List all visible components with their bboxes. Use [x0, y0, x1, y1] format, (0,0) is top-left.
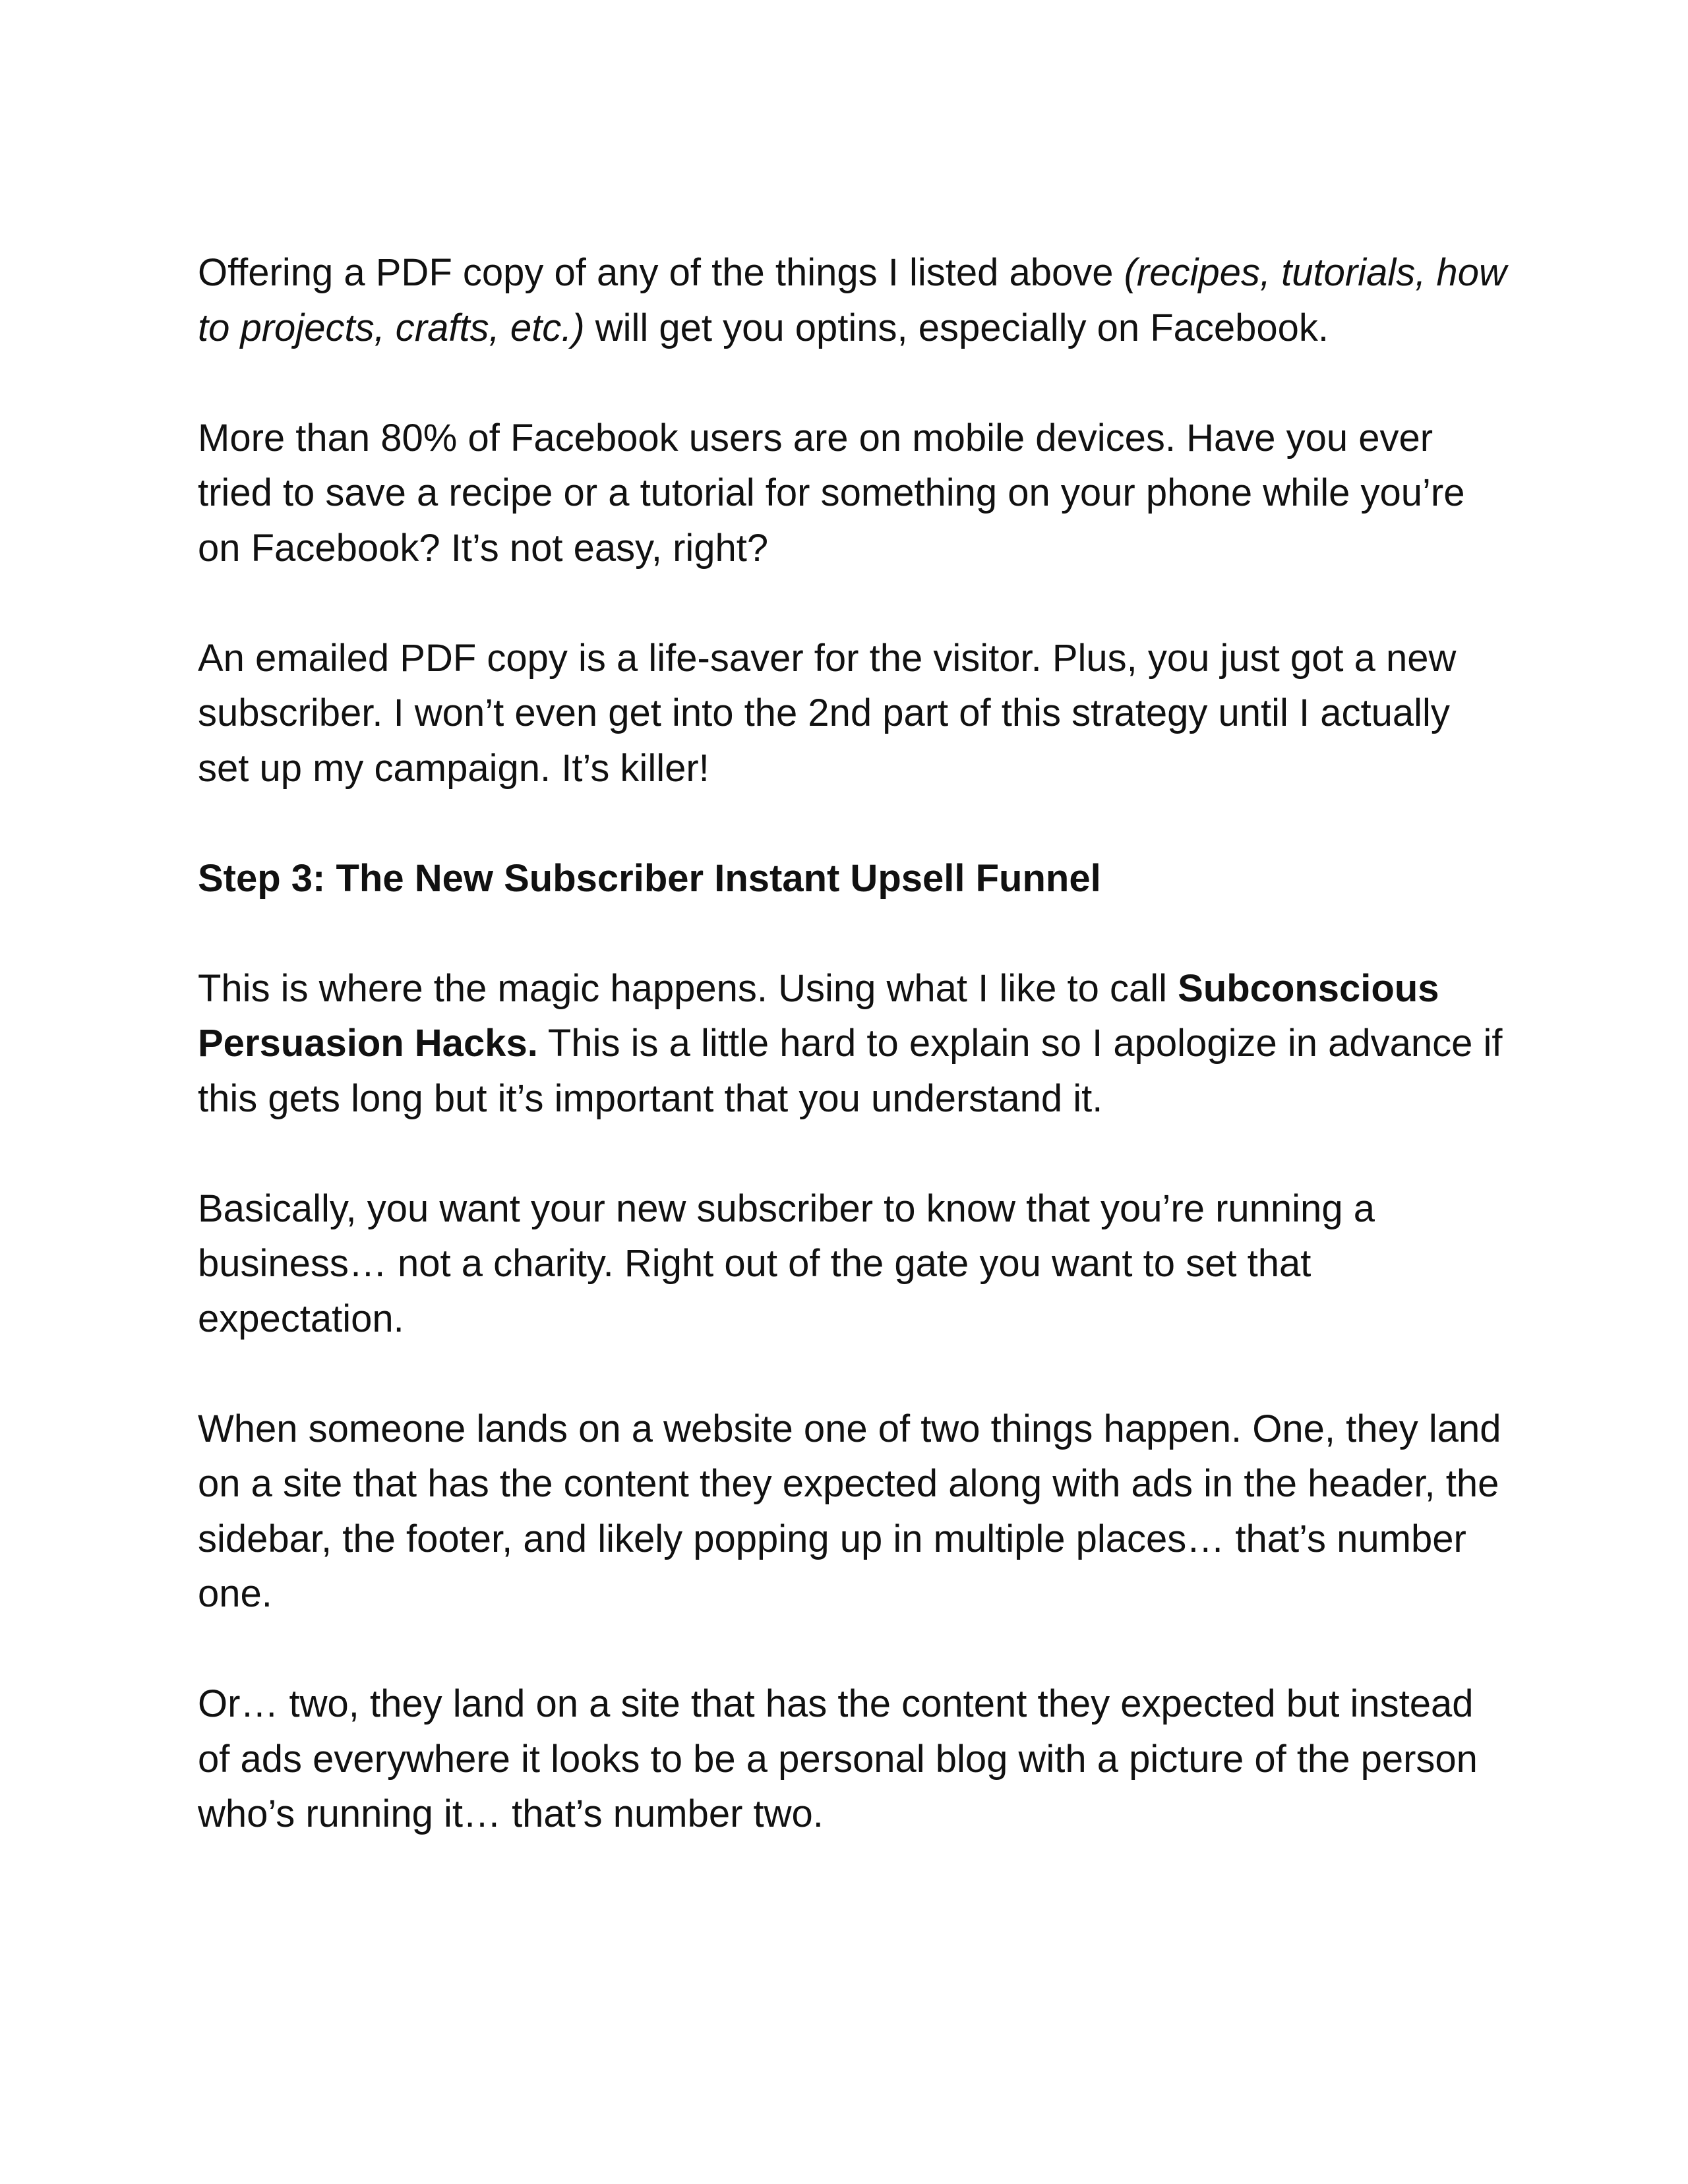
- paragraph-magic-happens: [198, 961, 1510, 1127]
- document-body: [198, 245, 1510, 1842]
- paragraph-mobile-users: More than 80% of Facebook users are on mobile devices. Have you ever tried to save a recipe or a tutorial for something on your phone while you’re on Facebook? It’s not easy, right?: [198, 416, 1465, 570]
- paragraph-magic-happens-bold: Subconscious Persuasion Hacks.: [198, 966, 1439, 1065]
- paragraph-emailed-pdf: An emailed PDF copy is a life-saver for the visitor. Plus, you just got a new subscriber. I won’t even get into the 2nd part of this strategy until I actually set up my campaign. It’s killer!: [198, 636, 1457, 790]
- paragraph-pdf-copy-text-start: Offering a PDF copy of any of the things I listed above: [198, 251, 1124, 294]
- section-heading-step-3: Step 3: The New Subscriber Instant Upsell Funnel: [198, 856, 1101, 900]
- paragraph-pdf-copy-italic: (recipes, tutorials, how to projects, crafts, etc.): [198, 251, 1507, 349]
- paragraph-business-not-charity: Basically, you want your new subscriber to know that you’re running a business… not a charity. Right out of the gate you want to set that expectation.: [198, 1187, 1375, 1340]
- paragraph-magic-happens-text-start: This is where the magic happens. Using what I like to call: [198, 966, 1178, 1010]
- paragraph-pdf-copy: [198, 245, 1510, 355]
- paragraph-number-one: When someone lands on a website one of two things happen. One, they land on a site that has the content they expected along with ads in the header, the sidebar, the footer, and likely popping up in multiple places… that’s number one.: [198, 1407, 1501, 1615]
- paragraph-number-two: Or… two, they land on a site that has the content they expected but instead of ads everywhere it looks to be a personal blog with a picture of the person who’s running it… that’s number two.: [198, 1682, 1478, 1835]
- paragraph-pdf-copy-text-end: will get you optins, especially on Facebook.: [584, 306, 1329, 349]
- paragraph-magic-happens-text-end: This is a little hard to explain so I apologize in advance if this gets long but it’s important that you understand it.: [198, 1022, 1503, 1120]
